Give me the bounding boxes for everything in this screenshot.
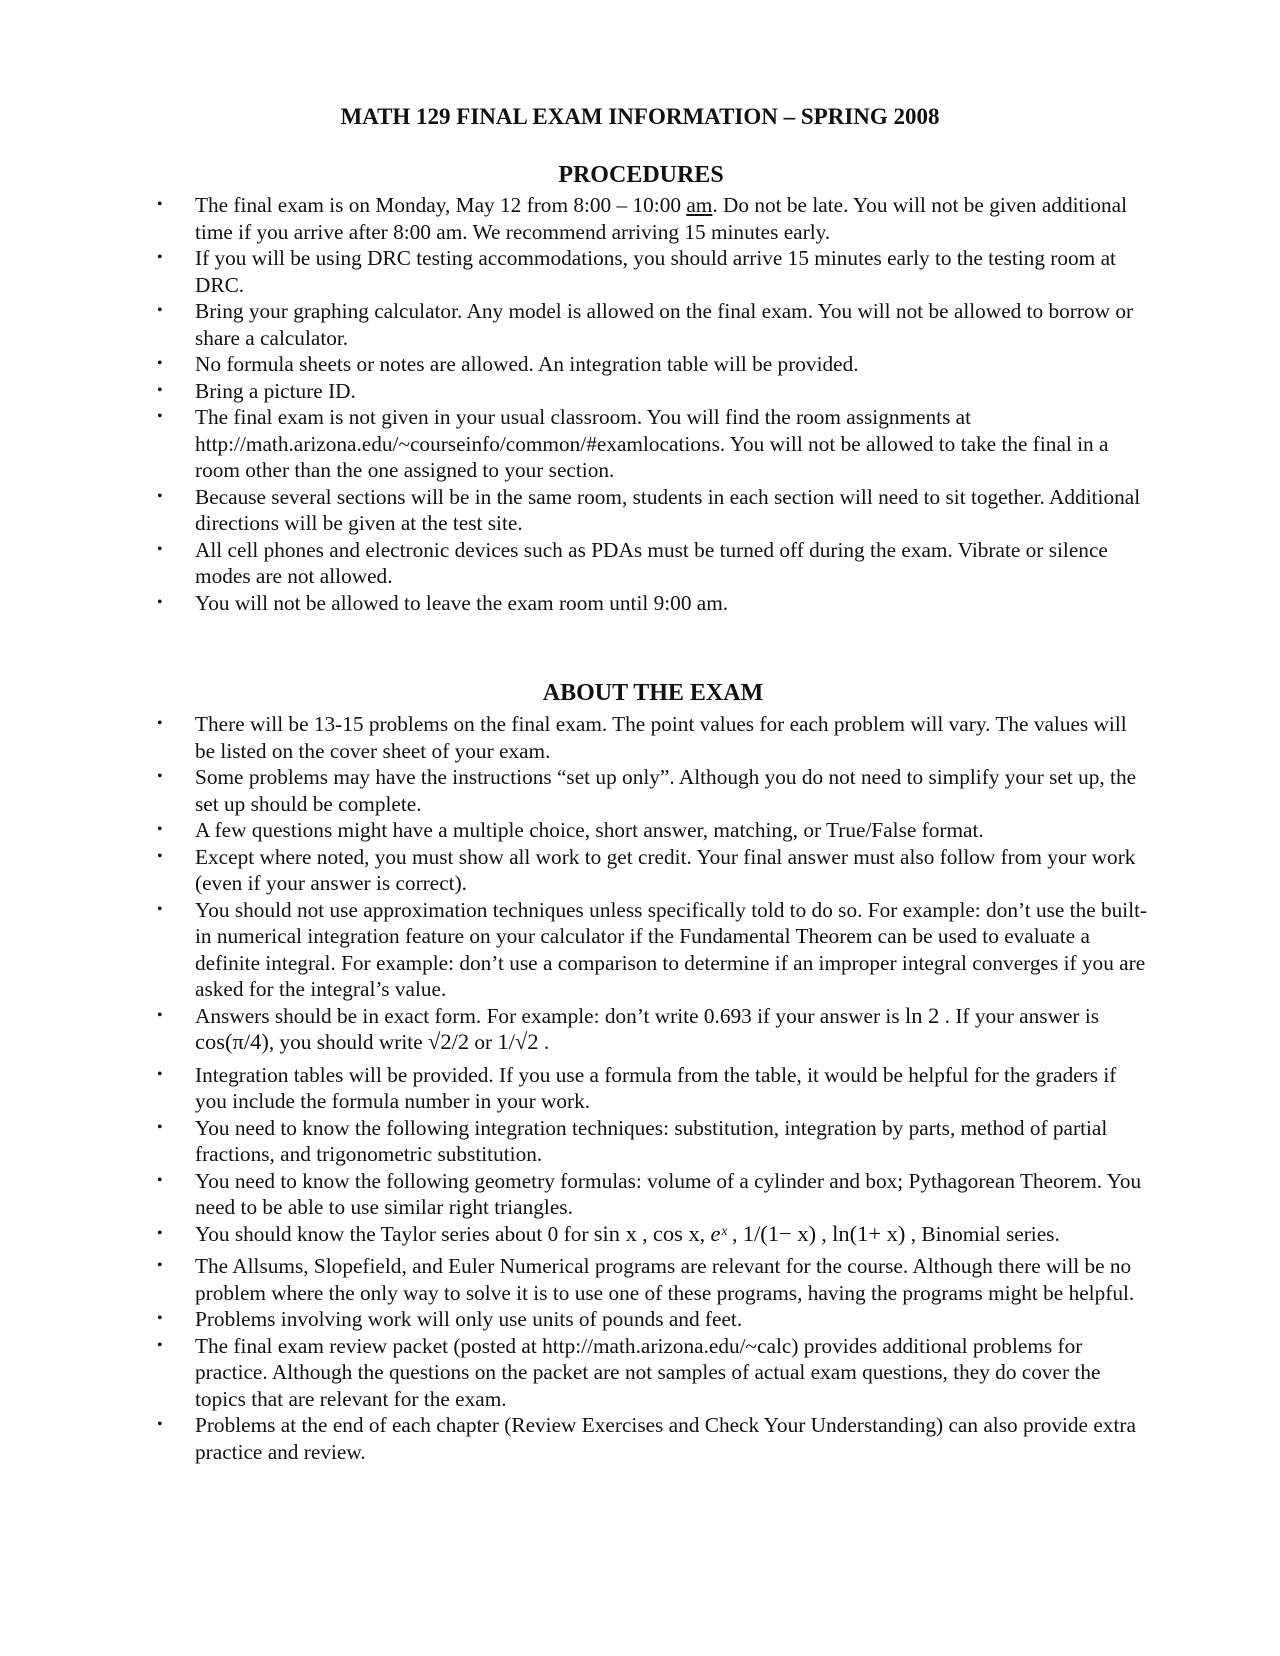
math-ln2: ln 2 (904, 1002, 940, 1028)
about-item-text: , you should write (268, 1030, 428, 1054)
math-cos-pi-over-4: cos(π/4) (195, 1029, 269, 1054)
bullet-icon: • (157, 355, 163, 372)
bullet-icon: • (157, 768, 163, 785)
bullet-icon: • (157, 900, 163, 918)
procedures-item-3 (148, 298, 1148, 351)
about-item-text: You should know the Taylor series about 0 for (195, 1221, 594, 1246)
bullet-icon: • (157, 715, 163, 732)
procedures-item-9 (148, 590, 1148, 617)
about-item-text: There will be 13-15 problems on the final exam. The point values for each problem will vary. The values will be listed on the cover sheet of your exam. (195, 712, 1127, 763)
about-item-text: Except where noted, you must show all work to get credit. Your final answer must also follow from your work (even if your answer is correct). (195, 844, 1136, 895)
am-underline-text: am (686, 193, 713, 217)
procedures-item-text: Bring your graphing calculator. Any model is allowed on the final exam. You will not be allowed to borrow or share a calculator. (195, 299, 1134, 350)
bullet-icon: • (157, 1006, 163, 1024)
math-ln-1-plus-x: ln(1+ x) (832, 1220, 906, 1246)
about-item-4 (148, 844, 1148, 897)
procedures-item-text: All cell phones and electronic devices such as PDAs must be turned off during the exam. Vibrate or silence modes are not allowed. (195, 537, 1108, 588)
math-cos-x: cos x (652, 1220, 700, 1246)
procedures-item-text: You will not be allowed to leave the exam room until 9:00 am. (195, 590, 729, 615)
bullet-icon: • (157, 408, 163, 425)
about-item-7 (148, 1062, 1148, 1115)
procedures-item-text: Bring a picture ID. (195, 378, 356, 403)
about-item-1 (148, 711, 1148, 764)
about-item-text: The Allsums, Slopefield, and Euler Numerical programs are relevant for the course. Although there will be no problem where the only way to solve it is to use one of these programs, having the programs might be helpful. (195, 1254, 1135, 1305)
procedures-item-6 (148, 404, 1148, 484)
math-e-to-x: eˣ (710, 1220, 727, 1246)
procedures-item-7 (148, 484, 1148, 537)
bullet-icon: • (157, 821, 163, 838)
about-item-text: You need to know the following integration techniques: substitution, integration by parts, method of partial fractions, and trigonometric substitution. (195, 1115, 1108, 1166)
procedures-heading: PROCEDURES (558, 162, 724, 188)
procedures-item-text: The final exam is on Monday, May 12 from 8:00 – 10:00 (195, 193, 687, 217)
procedures-item-text: The final exam is not given in your usual classroom. You will find the room assignments at http://math.arizona.edu/~courseinfo/common/#examlocations. You will not be allowed to take the final in a room other than the one assigned to your section. (195, 405, 1109, 482)
about-item-10-taylor (148, 1221, 1148, 1248)
math-separator: , (726, 1221, 743, 1246)
procedures-item-1 (148, 192, 1148, 245)
about-item-text: , Binomial series. (905, 1221, 1060, 1246)
math-1-over-sqrt2: 1/√2 (497, 1029, 539, 1054)
bullet-icon: • (157, 1065, 163, 1083)
bullet-icon: • (157, 1224, 163, 1242)
about-item-text: Problems at the end of each chapter (Review Exercises and Check Your Understanding) can also provide extra practice and review. (195, 1413, 1136, 1464)
bullet-icon: • (157, 593, 163, 611)
about-item-5 (148, 897, 1148, 1003)
bullet-icon: • (157, 1171, 163, 1189)
bullet-icon: • (157, 1310, 163, 1327)
document-title: MATH 129 FINAL EXAM INFORMATION – SPRING 2008 (340, 104, 940, 129)
about-item-13 (148, 1333, 1148, 1413)
math-sin-x: sin x (593, 1220, 637, 1246)
about-item-text: Some problems may have the instructions “set up only”. Although you do not need to simplify your set up, the set up should be complete. (195, 765, 1137, 816)
about-exam-list (148, 711, 1148, 1465)
about-item-text: or (469, 1030, 498, 1054)
math-1-over-1-minus-x: 1/(1− x) (742, 1220, 817, 1246)
about-item-6-exact-form (148, 1003, 1148, 1056)
bullet-icon: • (157, 302, 163, 319)
procedures-item-text: . Do not be late. You will not be given additional time if you arrive after 8:00 am. We recommend arriving 15 minutes early. (195, 193, 1128, 244)
bullet-icon: • (157, 249, 163, 266)
about-item-14 (148, 1412, 1148, 1465)
bullet-icon: • (157, 1416, 163, 1433)
bullet-icon: • (157, 847, 163, 865)
about-item-text: You need to know the following geometry formulas: volume of a cylinder and box; Pythagorean Theorem. You need to be able to use similar right triangles. (195, 1168, 1142, 1219)
bullet-icon: • (157, 1336, 163, 1354)
procedures-item-text: Because several sections will be in the same room, students in each section will need to sit together. Additional directions will be given at the test site. (195, 484, 1141, 535)
about-item-text: Answers should be in exact form. For example: don’t write 0.693 if your answer is (195, 1003, 905, 1028)
math-sqrt2-over-2: √2/2 (427, 1029, 470, 1054)
about-item-text: The final exam review packet (posted at http://math.arizona.edu/~calc) provides additional problems for practice. Although the questions on the packet are not samples of actual exam questions, they do cover the topics that are relevant for the exam. (195, 1333, 1101, 1411)
math-separator: , (816, 1221, 833, 1246)
math-separator: , (699, 1221, 711, 1246)
procedures-item-5 (148, 378, 1148, 405)
about-item-2 (148, 764, 1148, 817)
bullet-icon: • (157, 487, 163, 505)
about-item-text: A few questions might have a multiple choice, short answer, matching, or True/False format. (195, 818, 984, 842)
about-item-text: . If your answer is (939, 1003, 1100, 1028)
bullet-icon: • (157, 1118, 163, 1136)
about-item-8 (148, 1115, 1148, 1168)
procedures-list (148, 192, 1148, 616)
about-item-3 (148, 817, 1148, 844)
bullet-icon: • (157, 540, 163, 558)
about-item-11 (148, 1253, 1148, 1306)
bullet-icon: • (157, 381, 163, 399)
math-separator: , (636, 1221, 653, 1246)
bullet-icon: • (157, 196, 163, 213)
procedures-item-text: No formula sheets or notes are allowed. An integration table will be provided. (195, 352, 859, 376)
about-item-text: You should not use approximation techniques unless specifically told to do so. For example: don’t use the built-in numerical integration feature on your calculator if the Fundamental Theorem can be used to evaluate a definite integral. For example: don’t use a comparison to determine if an improper integral converges if you are asked for the integral’s value. (195, 897, 1148, 1001)
about-item-text: Integration tables will be provided. If you use a formula from the table, it would be helpful for the graders if you include the formula number in your work. (195, 1062, 1117, 1113)
procedures-item-8 (148, 537, 1148, 590)
bullet-icon: • (157, 1257, 163, 1274)
about-exam-heading: ABOUT THE EXAM (542, 680, 764, 706)
about-item-text: Problems involving work will only use units of pounds and feet. (195, 1307, 743, 1331)
about-item-text: . (538, 1030, 550, 1054)
procedures-item-4 (148, 351, 1148, 378)
about-item-9 (148, 1168, 1148, 1221)
procedures-item-text: If you will be using DRC testing accommodations, you should arrive 15 minutes early to the testing room at DRC. (195, 246, 1116, 297)
procedures-item-2 (148, 245, 1148, 298)
about-item-12 (148, 1306, 1148, 1333)
